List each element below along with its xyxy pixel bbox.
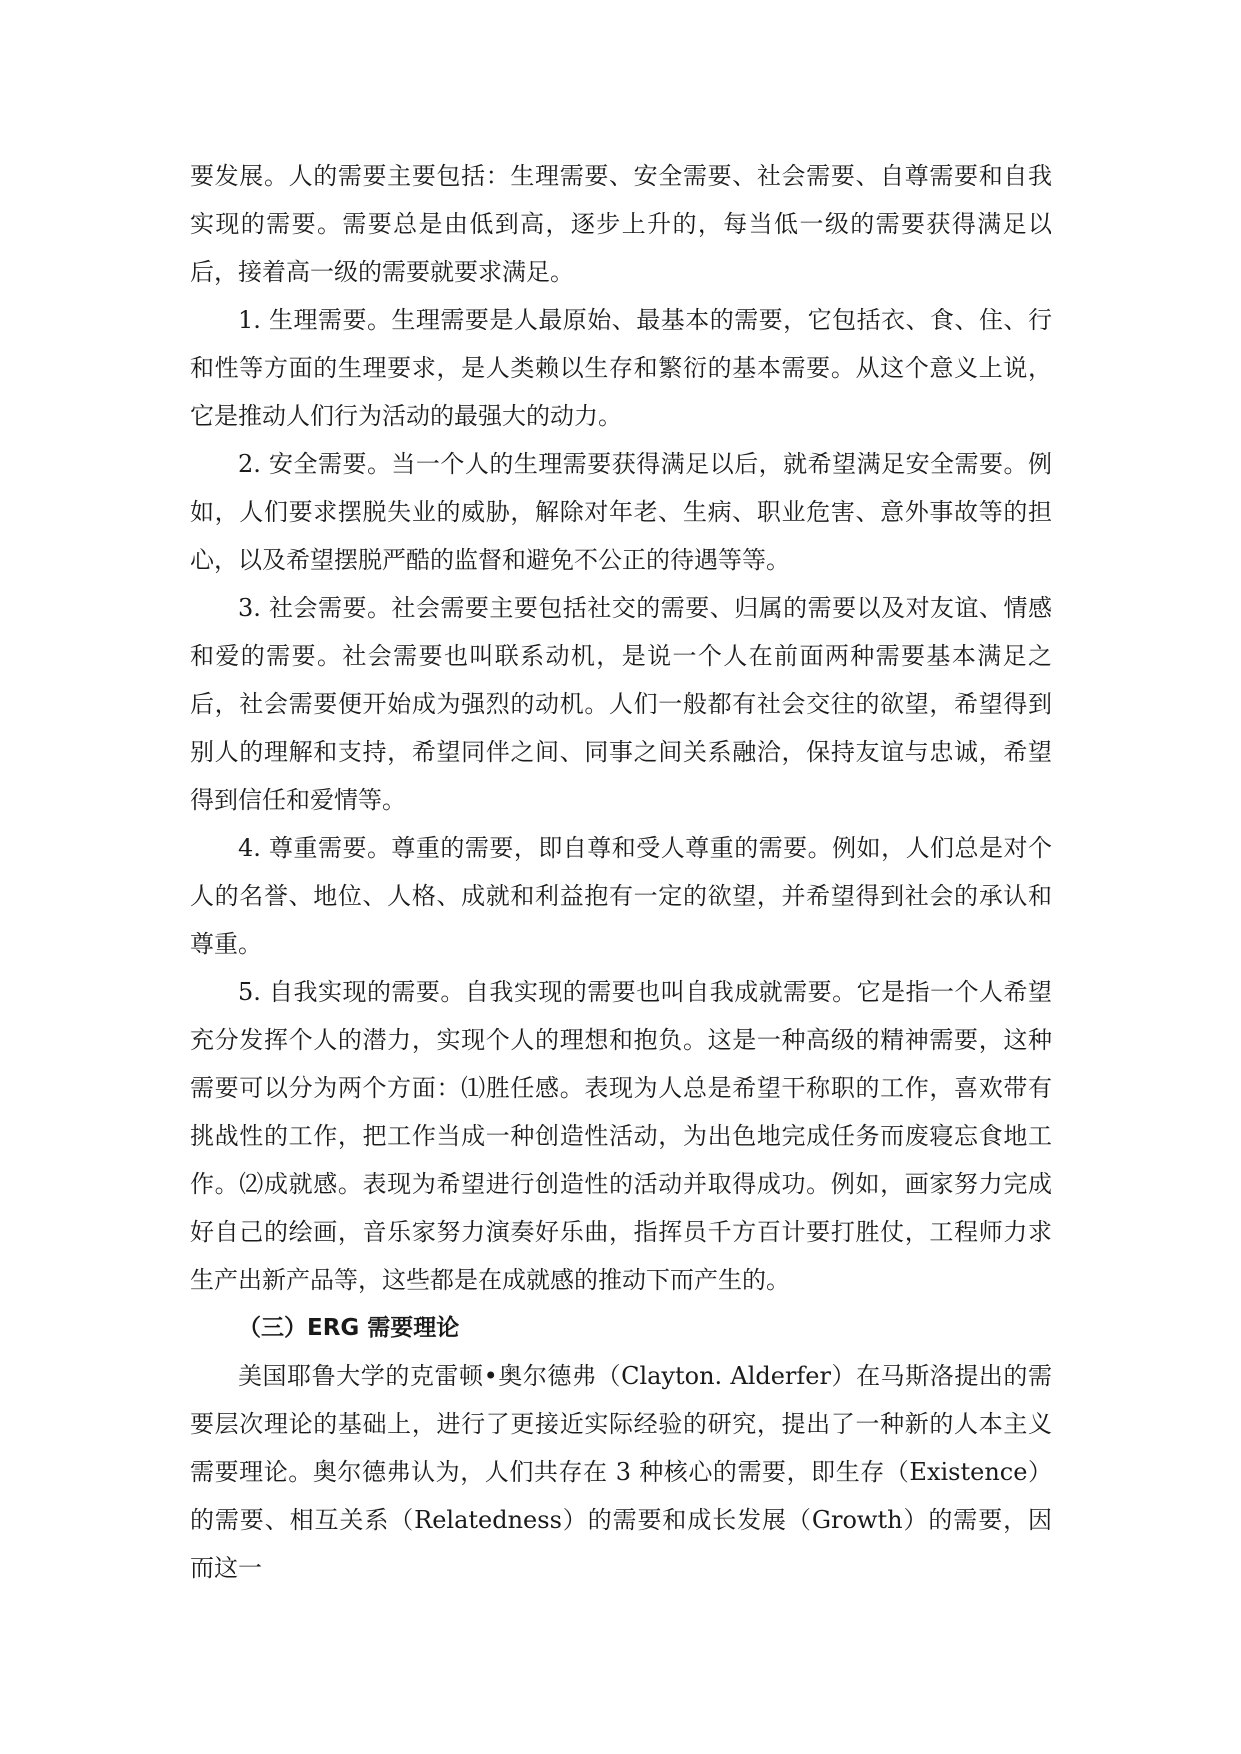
paragraph-social-needs: 3. 社会需要。社会需要主要包括社交的需要、归属的需要以及对友谊、情感和爱的需要。社会需要也叫联系动机，是说一个人在前面两种需要基本满足之后，社会需要便开始成为强烈的动机。人们一般都有社会交往的欲望，希望得到别人的理解和支持，希望同伴之间、同事之间关系融洽，保持友谊与忠诚，希望得到信任和爱情等。 — [190, 594, 1052, 814]
paragraph-erg-theory: 美国耶鲁大学的克雷顿•奥尔德弗（Clayton. Alderfer）在马斯洛提出的需要层次理论的基础上，进行了更接近实际经验的研究，提出了一种新的人本主义需要理论。奥尔德弗认为，人们共存在 3 种核心的需要，即生存（Existence）的需要、相互关系（Relatedness）的需要和成长发展（Growth）的需要，因而这一 — [190, 1362, 1052, 1582]
paragraph-physiological-needs: 1. 生理需要。生理需要是人最原始、最基本的需要，它包括衣、食、住、行和性等方面的生理要求，是人类赖以生存和繁衍的基本需要。从这个意义上说，它是推动人们行为活动的最强大的动力。 — [190, 306, 1052, 430]
section-heading-erg-theory: （三）ERG 需要理论 — [238, 1315, 460, 1341]
paragraph-self-actualization-needs: 5. 自我实现的需要。自我实现的需要也叫自我成就需要。它是指一个人希望充分发挥个人的潜力，实现个人的理想和抱负。这是一种高级的精神需要，这种需要可以分为两个方面：⑴胜任感。表现为人总是希望干称职的工作，喜欢带有挑战性的工作，把工作当成一种创造性活动，为出色地完成任务而废寝忘食地工作。⑵成就感。表现为希望进行创造性的活动并取得成功。例如，画家努力完成好自己的绘画，音乐家努力演奏好乐曲，指挥员千方百计要打胜仗，工程师力求生产出新产品等，这些都是在成就感的推动下而产生的。 — [190, 978, 1052, 1294]
document-body — [190, 152, 1052, 1592]
paragraph-safety-needs: 2. 安全需要。当一个人的生理需要获得满足以后，就希望满足安全需要。例如，人们要求摆脱失业的威胁，解除对年老、生病、职业危害、意外事故等的担心，以及希望摆脱严酷的监督和避免不公正的待遇等等。 — [190, 450, 1052, 574]
paragraph-intro-continued: 要发展。人的需要主要包括：生理需要、安全需要、社会需要、自尊需要和自我实现的需要。需要总是由低到高，逐步上升的，每当低一级的需要获得满足以后，接着高一级的需要就要求满足。 — [190, 162, 1052, 286]
paragraph-esteem-needs: 4. 尊重需要。尊重的需要，即自尊和受人尊重的需要。例如，人们总是对个人的名誉、地位、人格、成就和利益抱有一定的欲望，并希望得到社会的承认和尊重。 — [190, 834, 1052, 958]
